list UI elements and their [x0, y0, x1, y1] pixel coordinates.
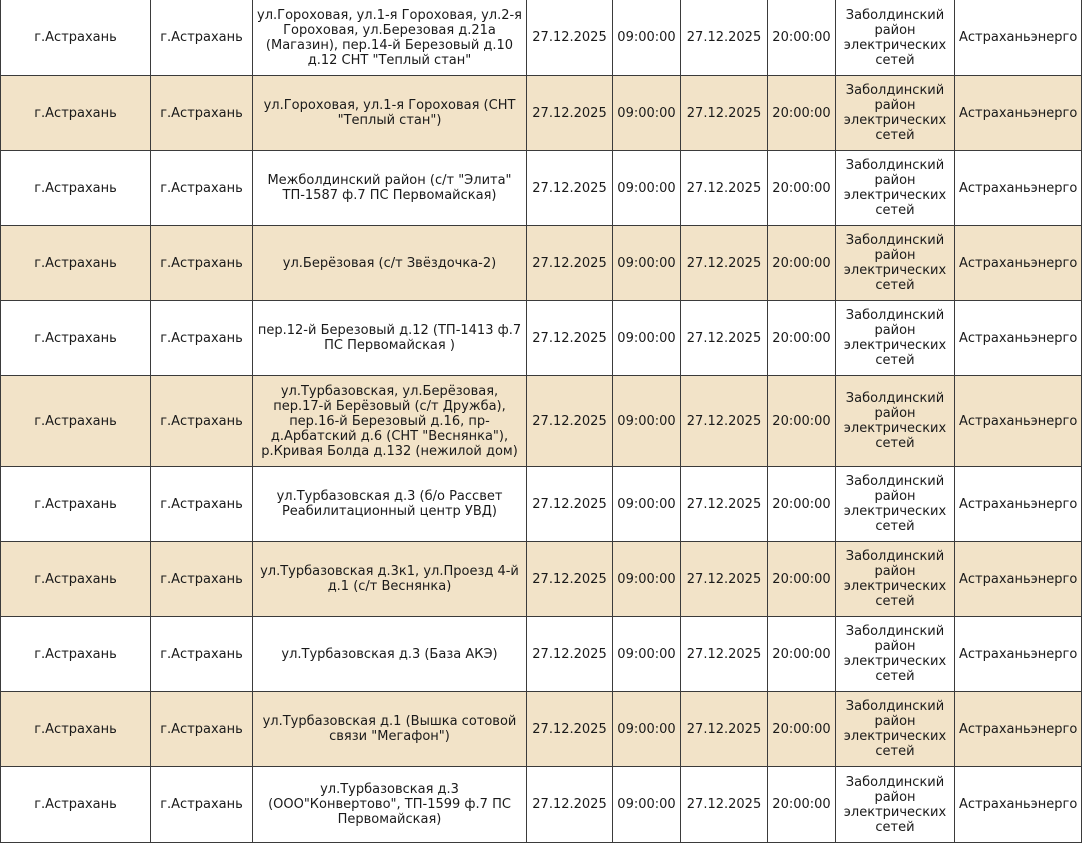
district-cell: г.Астрахань: [151, 301, 253, 376]
end-date-cell: 27.12.2025: [681, 151, 768, 226]
address-cell: ул.Гороховая, ул.1-я Гороховая (СНТ "Теплый стан"): [253, 76, 527, 151]
end-date-cell: 27.12.2025: [681, 617, 768, 692]
network-cell: Заболдинский район электрических сетей: [836, 376, 955, 467]
city-cell: г.Астрахань: [1, 542, 151, 617]
address-cell: ул.Турбазовская, ул.Берёзовая, пер.17-й Берёзовый (с/т Дружба), пер.16-й Березовый д.16, пр-д.Арбатский д.6 (СНТ "Веснянка"), р.Кривая Болда д.132 (нежилой дом): [253, 376, 527, 467]
network-cell: Заболдинский район электрических сетей: [836, 151, 955, 226]
start-time-cell: 09:00:00: [613, 767, 681, 843]
end-time-cell: 20:00:00: [768, 692, 836, 767]
network-cell: Заболдинский район электрических сетей: [836, 467, 955, 542]
end-time-cell: 20:00:00: [768, 767, 836, 843]
city-cell: г.Астрахань: [1, 151, 151, 226]
start-date-cell: 27.12.2025: [527, 301, 613, 376]
start-time-cell: 09:00:00: [613, 542, 681, 617]
table-row: [1, 376, 1082, 467]
end-time-cell: 20:00:00: [768, 151, 836, 226]
end-time-cell: 20:00:00: [768, 226, 836, 301]
company-cell: Астраханьэнерго: [955, 226, 1082, 301]
company-cell: Астраханьэнерго: [955, 301, 1082, 376]
company-cell: Астраханьэнерго: [955, 617, 1082, 692]
start-time-cell: 09:00:00: [613, 467, 681, 542]
end-date-cell: 27.12.2025: [681, 467, 768, 542]
address-cell: ул.Турбазовская д.1 (Вышка сотовой связи "Мегафон"): [253, 692, 527, 767]
district-cell: г.Астрахань: [151, 767, 253, 843]
city-cell: г.Астрахань: [1, 76, 151, 151]
table-row: [1, 542, 1082, 617]
address-cell: ул.Турбазовская д.3 (База АКЭ): [253, 617, 527, 692]
network-cell: Заболдинский район электрических сетей: [836, 767, 955, 843]
end-time-cell: 20:00:00: [768, 617, 836, 692]
network-cell: Заболдинский район электрических сетей: [836, 542, 955, 617]
end-time-cell: 20:00:00: [768, 0, 836, 76]
table-row: [1, 226, 1082, 301]
end-time-cell: 20:00:00: [768, 76, 836, 151]
start-date-cell: 27.12.2025: [527, 0, 613, 76]
start-time-cell: 09:00:00: [613, 226, 681, 301]
start-time-cell: 09:00:00: [613, 617, 681, 692]
start-time-cell: 09:00:00: [613, 301, 681, 376]
network-cell: Заболдинский район электрических сетей: [836, 0, 955, 76]
company-cell: Астраханьэнерго: [955, 467, 1082, 542]
address-cell: ул.Турбазовская д.3 (ООО"Конвертово", ТП-1599 ф.7 ПС Первомайская): [253, 767, 527, 843]
end-date-cell: 27.12.2025: [681, 692, 768, 767]
company-cell: Астраханьэнерго: [955, 151, 1082, 226]
company-cell: Астраханьэнерго: [955, 76, 1082, 151]
end-date-cell: 27.12.2025: [681, 542, 768, 617]
address-cell: ул.Турбазовская д.3к1, ул.Проезд 4-й д.1 (с/т Веснянка): [253, 542, 527, 617]
start-time-cell: 09:00:00: [613, 76, 681, 151]
start-date-cell: 27.12.2025: [527, 617, 613, 692]
district-cell: г.Астрахань: [151, 542, 253, 617]
city-cell: г.Астрахань: [1, 0, 151, 76]
city-cell: г.Астрахань: [1, 767, 151, 843]
end-date-cell: 27.12.2025: [681, 0, 768, 76]
city-cell: г.Астрахань: [1, 467, 151, 542]
company-cell: Астраханьэнерго: [955, 542, 1082, 617]
company-cell: Астраханьэнерго: [955, 0, 1082, 76]
network-cell: Заболдинский район электрических сетей: [836, 692, 955, 767]
network-cell: Заболдинский район электрических сетей: [836, 301, 955, 376]
start-date-cell: 27.12.2025: [527, 76, 613, 151]
district-cell: г.Астрахань: [151, 467, 253, 542]
city-cell: г.Астрахань: [1, 376, 151, 467]
address-cell: Межболдинский район (с/т "Элита" ТП-1587 ф.7 ПС Первомайская): [253, 151, 527, 226]
start-date-cell: 27.12.2025: [527, 692, 613, 767]
end-date-cell: 27.12.2025: [681, 226, 768, 301]
start-date-cell: 27.12.2025: [527, 376, 613, 467]
start-time-cell: 09:00:00: [613, 692, 681, 767]
end-date-cell: 27.12.2025: [681, 376, 768, 467]
table-row: [1, 151, 1082, 226]
company-cell: Астраханьэнерго: [955, 376, 1082, 467]
end-time-cell: 20:00:00: [768, 542, 836, 617]
start-date-cell: 27.12.2025: [527, 542, 613, 617]
start-date-cell: 27.12.2025: [527, 767, 613, 843]
start-time-cell: 09:00:00: [613, 376, 681, 467]
network-cell: Заболдинский район электрических сетей: [836, 617, 955, 692]
table-row: [1, 76, 1082, 151]
end-time-cell: 20:00:00: [768, 301, 836, 376]
company-cell: Астраханьэнерго: [955, 767, 1082, 843]
city-cell: г.Астрахань: [1, 301, 151, 376]
table-row: [1, 301, 1082, 376]
district-cell: г.Астрахань: [151, 0, 253, 76]
district-cell: г.Астрахань: [151, 692, 253, 767]
company-cell: Астраханьэнерго: [955, 692, 1082, 767]
start-time-cell: 09:00:00: [613, 0, 681, 76]
network-cell: Заболдинский район электрических сетей: [836, 226, 955, 301]
end-date-cell: 27.12.2025: [681, 76, 768, 151]
start-date-cell: 27.12.2025: [527, 226, 613, 301]
district-cell: г.Астрахань: [151, 617, 253, 692]
end-time-cell: 20:00:00: [768, 376, 836, 467]
network-cell: Заболдинский район электрических сетей: [836, 76, 955, 151]
table-row: [1, 0, 1082, 76]
district-cell: г.Астрахань: [151, 226, 253, 301]
table-row: [1, 692, 1082, 767]
table-row: [1, 467, 1082, 542]
address-cell: ул.Турбазовская д.3 (б/о Рассвет Реабилитационный центр УВД): [253, 467, 527, 542]
city-cell: г.Астрахань: [1, 692, 151, 767]
table-row: [1, 767, 1082, 843]
city-cell: г.Астрахань: [1, 617, 151, 692]
table-row: [1, 617, 1082, 692]
city-cell: г.Астрахань: [1, 226, 151, 301]
address-cell: пер.12-й Березовый д.12 (ТП-1413 ф.7 ПС Первомайская ): [253, 301, 527, 376]
start-time-cell: 09:00:00: [613, 151, 681, 226]
district-cell: г.Астрахань: [151, 151, 253, 226]
end-date-cell: 27.12.2025: [681, 767, 768, 843]
address-cell: ул.Берёзовая (с/т Звёздочка-2): [253, 226, 527, 301]
district-cell: г.Астрахань: [151, 76, 253, 151]
start-date-cell: 27.12.2025: [527, 151, 613, 226]
start-date-cell: 27.12.2025: [527, 467, 613, 542]
end-time-cell: 20:00:00: [768, 467, 836, 542]
address-cell: ул.Гороховая, ул.1-я Гороховая, ул.2-я Гороховая, ул.Березовая д.21а (Магазин), пер.14-й Березовый д.10 д.12 СНТ "Теплый стан": [253, 0, 527, 76]
end-date-cell: 27.12.2025: [681, 301, 768, 376]
district-cell: г.Астрахань: [151, 376, 253, 467]
